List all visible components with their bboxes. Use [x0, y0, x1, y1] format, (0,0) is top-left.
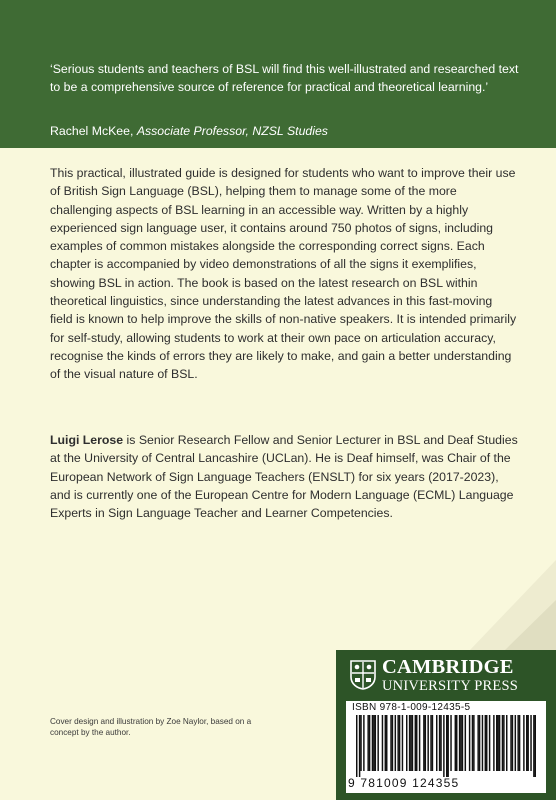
barcode-bar: [503, 715, 504, 771]
barcode-bar: [372, 715, 373, 771]
barcode-bar: [446, 715, 447, 777]
book-description: This practical, illustrated guide is designed for students who want to improve their use of British Sign Language (BSL), helping them to manage some of the more challenging aspects of BSL learning in an accessible way. Written by a highly experienced sign language user, it contains around 750 photos of signs, including examples of common mistakes alongside the corresponding correct signs. Each chapter is accompanied by video demonstrations of all the signs it exemplifies, showing BSL in action. The book is based on the latest research on BSL within theoretical linguistics, since understanding the latest advances in this fast-moving field is known to help improve the skills of non-native speakers. It is intended primarily for self-study, allowing students to work at their own pace on articulation accuracy, recognise the kinds of errors they are likely to make, and gain a better understanding of the visual nature of BSL.: [50, 166, 517, 382]
barcode-bar: [496, 715, 497, 771]
cambridge-shield-logo: [350, 660, 376, 690]
quote-author-role: Associate Professor, NZSL Studies: [136, 124, 328, 138]
barcode-bar: [439, 715, 440, 771]
barcode-bar: [450, 715, 451, 771]
barcode-bar: [493, 715, 494, 771]
barcode-bar: [373, 715, 374, 771]
barcode-bar: [386, 715, 387, 771]
barcode-bar: [510, 715, 511, 771]
barcode-bar: [535, 715, 536, 777]
barcode-bar: [399, 715, 400, 771]
barcode-bar: [459, 715, 460, 771]
barcode-bar: [497, 715, 498, 771]
barcode-bar: [443, 715, 444, 777]
barcode-bar: [359, 715, 360, 777]
barcode-bar: [526, 715, 527, 771]
cover-credit: Cover design and illustration by Zoe Naylor, based on a concept by the author.: [50, 717, 252, 737]
barcode-bar: [369, 715, 370, 771]
publisher-box: [336, 650, 556, 800]
barcode-bar: [416, 715, 417, 771]
barcode-bar: [427, 715, 428, 771]
barcode-bar: [360, 715, 361, 771]
barcode-bar: [402, 715, 403, 771]
barcode-bar: [479, 715, 480, 771]
barcode-bar: [512, 715, 513, 771]
barcode-bar: [469, 715, 470, 771]
barcode-bar: [406, 715, 407, 771]
barcode-digits: 9 781009 124355: [348, 776, 460, 790]
barcode-bar: [410, 715, 411, 771]
barcode-bar: [447, 715, 448, 777]
barcode-bar: [517, 715, 518, 771]
barcode-bar: [440, 715, 441, 771]
barcode-bar: [382, 715, 383, 771]
barcode-bar: [499, 715, 500, 771]
barcode-bar: [486, 715, 487, 771]
review-quote: ‘Serious students and teachers of BSL will find this well-illustrated and researched text to be a comprehensive source of reference for practical and theoretical learning.’: [50, 62, 519, 94]
barcode-bar: [533, 715, 534, 777]
barcode-bar: [432, 715, 433, 771]
barcode-bar: [455, 715, 456, 771]
barcode-bar: [363, 715, 364, 771]
barcode: [356, 715, 536, 777]
barcode-bar: [419, 715, 420, 771]
barcode-bar: [377, 715, 378, 771]
barcode-bar: [456, 715, 457, 771]
barcode-bar: [515, 715, 516, 771]
barcode-bar: [473, 715, 474, 771]
barcode-bar: [385, 715, 386, 771]
barcode-bar: [415, 715, 416, 771]
barcode-bar: [519, 715, 520, 771]
barcode-bar: [375, 715, 376, 771]
barcode-bar: [502, 715, 503, 771]
barcode-bar: [430, 715, 431, 771]
barcode-bar: [367, 715, 368, 771]
barcode-bar: [395, 715, 396, 771]
barcode-bar: [482, 715, 483, 771]
isbn-label: ISBN 978-1-009-12435-5: [352, 702, 471, 713]
barcode-bar: [392, 715, 393, 771]
barcode-bar: [530, 715, 531, 771]
barcode-bar: [409, 715, 410, 771]
barcode-bar: [477, 715, 478, 771]
barcode-bar: [390, 715, 391, 771]
barcode-bar: [465, 715, 466, 771]
barcode-bar: [412, 715, 413, 771]
barcode-bar: [356, 715, 357, 777]
barcode-bar: [485, 715, 486, 771]
barcode-bar: [506, 715, 507, 771]
quote-author: Rachel McKee,: [50, 124, 134, 138]
barcode-bar: [523, 715, 524, 771]
barcode-bar: [460, 715, 461, 771]
barcode-bar: [472, 715, 473, 771]
author-name: Luigi Lerose: [50, 433, 124, 447]
author-bio-text: is Senior Research Fellow and Senior Lecturer in BSL and Deaf Studies at the University of Central Lancashire (UCLan). He is Deaf himself, was Chair of the European Network of Sign Language Teachers (ENSLT) for six years (2017-2023), and is currently one of the European Centre for Modern Language (ECML) Language Experts in Sign Language Teacher and Learner Competencies.: [50, 433, 518, 521]
barcode-bar: [462, 715, 463, 771]
publisher-name: CAMBRIDGE: [382, 656, 514, 678]
barcode-bar: [436, 715, 437, 771]
barcode-bar: [425, 715, 426, 771]
barcode-bar: [489, 715, 490, 771]
barcode-bar: [527, 715, 528, 771]
publisher-subtitle: UNIVERSITY PRESS: [382, 678, 519, 694]
barcode-bar: [397, 715, 398, 771]
barcode-bar: [423, 715, 424, 771]
barcode-panel: [346, 701, 546, 793]
